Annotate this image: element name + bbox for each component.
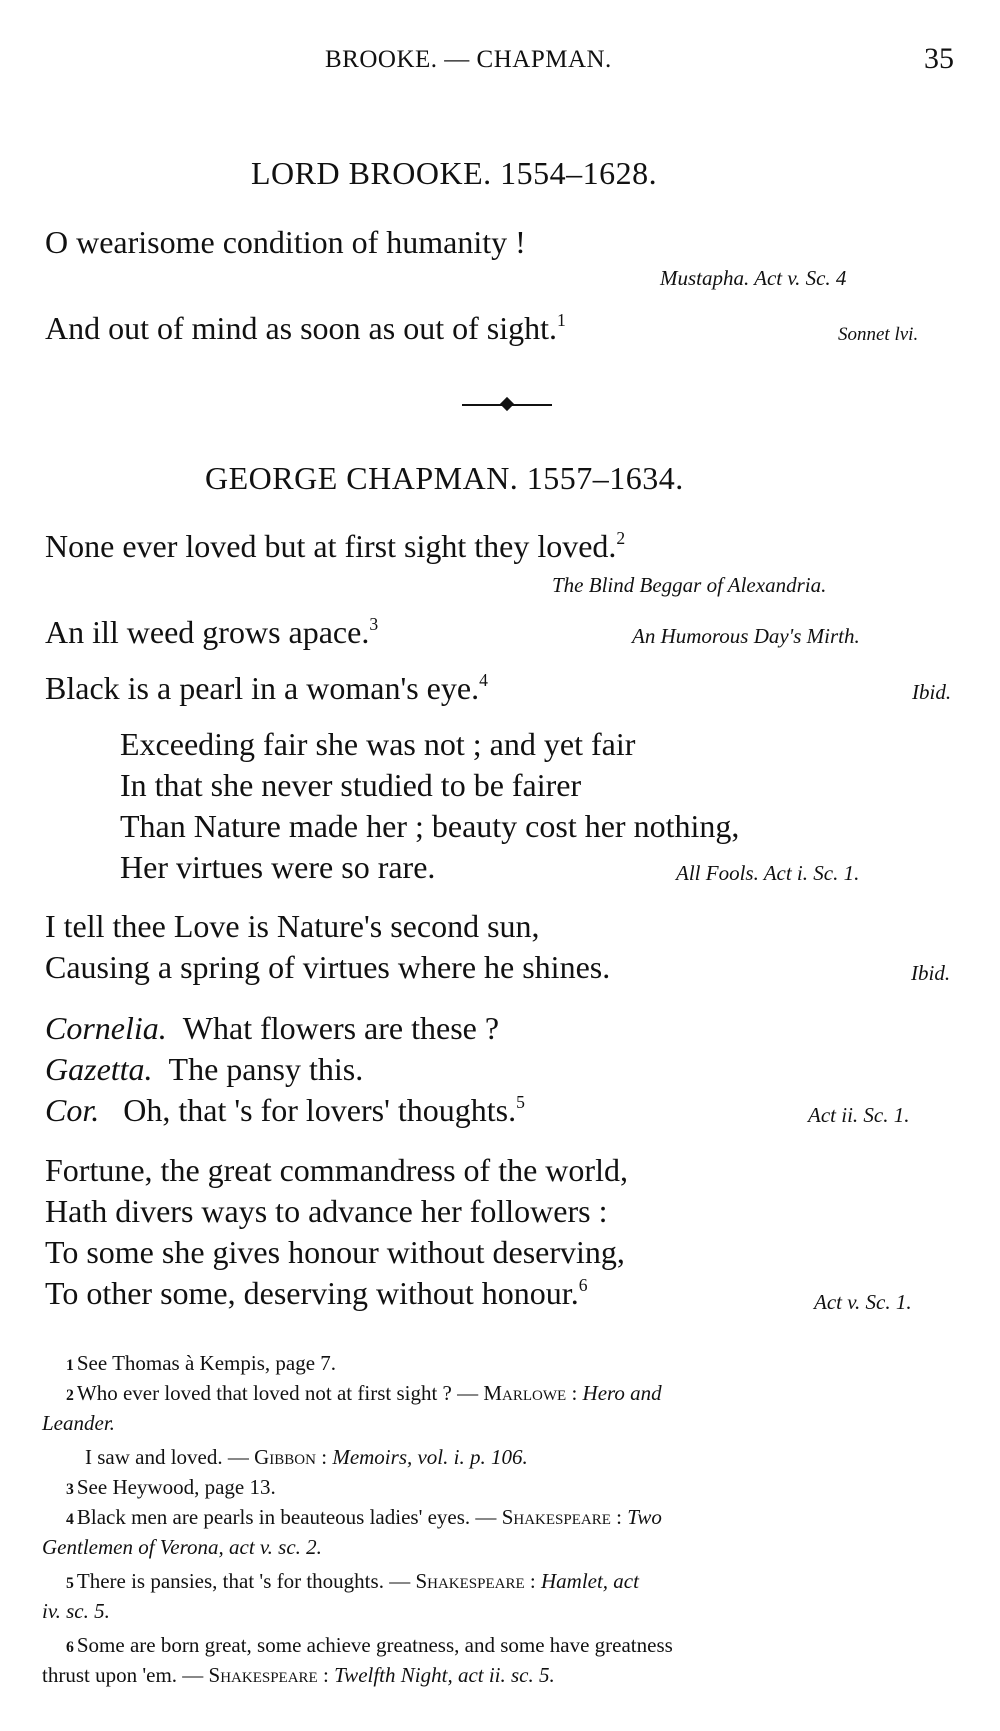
quote-chapman-4-ref: All Fools. Act i. Sc. 1. xyxy=(676,861,860,885)
section-heading-chapman: GEORGE CHAPMAN. 1557–1634. xyxy=(205,460,684,496)
footnote-2-cont: Leander. xyxy=(42,1411,115,1435)
quote-chapman-6-ref: Act ii. Sc. 1. xyxy=(808,1103,910,1127)
dialogue-line: Cornelia. What flowers are these ? xyxy=(45,1010,500,1046)
footnote-marker: 2 xyxy=(616,527,626,548)
verse-line: To other some, deserving without honour.$^6$ xyxy=(45,1274,588,1311)
footnote-author: Shakespeare xyxy=(501,1505,611,1529)
quote-chapman-5 xyxy=(45,906,610,988)
quote-chapman-7-ref: Act v. Sc. 1. xyxy=(814,1290,912,1314)
footnote-2: 2 Who ever loved that loved not at first sight ? — Marlowe : Hero and xyxy=(66,1381,662,1405)
dialogue-line: Gazetta. The pansy this. xyxy=(45,1051,364,1087)
dialogue-line: Cor. Oh, that 's for lovers' thoughts.$^5$ xyxy=(45,1091,525,1128)
footnote-author: Gibbon xyxy=(254,1445,316,1469)
quote-chapman-2-ref: An Humorous Day's Mirth. xyxy=(632,624,860,648)
footnote-6-cont: thrust upon 'em. — Shakespeare : Twelfth Night, act ii. sc. 5. xyxy=(42,1663,555,1687)
footnote-3: 3 See Heywood, page 13. xyxy=(66,1475,276,1499)
footnote-marker: 6 xyxy=(578,1274,588,1295)
quote-chapman-4 xyxy=(120,724,739,888)
quote-brooke-2: And out of mind as soon as out of sight.$^1$ xyxy=(45,309,566,346)
footnote-marker: 5 xyxy=(516,1091,525,1112)
footnote-5-cont: iv. sc. 5. xyxy=(42,1599,110,1623)
footnote-marker: 3 xyxy=(369,613,379,634)
speaker-name: Gazetta. xyxy=(45,1051,153,1087)
speaker-name: Cornelia. xyxy=(45,1010,167,1046)
verse-line: Than Nature made her ; beauty cost her nothing, xyxy=(120,808,740,844)
quote-chapman-3-ref: Ibid. xyxy=(912,680,952,704)
speaker-name: Cor. xyxy=(45,1092,100,1128)
footnote-5: 5 There is pansies, that 's for thoughts. — Shakespeare : Hamlet, act xyxy=(66,1569,639,1593)
page-number: 35 xyxy=(924,42,954,75)
quote-brooke-1-ref: Mustapha. Act v. Sc. 4 xyxy=(660,266,847,290)
footnote-6: 6 Some are born great, some achieve greatness, and some have greatness xyxy=(66,1633,673,1657)
footnote-4: 4 Black men are pearls in beauteous ladies' eyes. — Shakespeare : Two xyxy=(66,1505,662,1529)
verse-line: In that she never studied to be fairer xyxy=(120,767,582,803)
verse-line: Exceeding fair she was not ; and yet fair xyxy=(120,726,636,762)
footnote-1: 1 See Thomas à Kempis, page 7. xyxy=(66,1351,337,1375)
section-heading-brooke: LORD BROOKE. 1554–1628. xyxy=(251,155,658,191)
quote-chapman-2: An ill weed grows apace.$^3$ xyxy=(45,613,379,650)
footnote-4-cont: Gentlemen of Verona, act v. sc. 2. xyxy=(42,1535,322,1559)
quote-brooke-2-ref: Sonnet lvi. xyxy=(838,324,919,345)
verse-line: Causing a spring of virtues where he shines. xyxy=(45,949,611,985)
footnote-author: Shakespeare xyxy=(208,1663,318,1687)
quote-chapman-6 xyxy=(45,1008,525,1131)
quote-chapman-1: None ever loved but at first sight they loved.$^2$ xyxy=(45,527,626,564)
verse-line: Fortune, the great commandress of the world, xyxy=(45,1152,628,1188)
verse-line: I tell thee Love is Nature's second sun, xyxy=(45,908,540,944)
running-title: BROOKE. — CHAPMAN. xyxy=(325,46,612,73)
footnote-author: Marlowe xyxy=(483,1381,567,1405)
quote-chapman-3: Black is a pearl in a woman's eye.$^4$ xyxy=(45,669,488,706)
quote-chapman-7 xyxy=(45,1150,628,1314)
verse-line: To some she gives honour without deserving, xyxy=(45,1234,625,1270)
footnote-author: Shakespeare xyxy=(415,1569,525,1593)
verse-line: Hath divers ways to advance her followers : xyxy=(45,1193,608,1229)
quote-brooke-1: O wearisome condition of humanity ! xyxy=(45,224,526,260)
footnote-2b: I saw and loved. — Gibbon : Memoirs, vol. i. p. 106. xyxy=(85,1445,528,1469)
quote-chapman-1-ref: The Blind Beggar of Alexandria. xyxy=(552,573,827,597)
verse-line: Her virtues were so rare. xyxy=(120,849,436,885)
footnote-marker: 1 xyxy=(556,309,566,330)
footnote-marker: 4 xyxy=(479,669,488,690)
quote-chapman-5-ref: Ibid. xyxy=(911,961,951,985)
